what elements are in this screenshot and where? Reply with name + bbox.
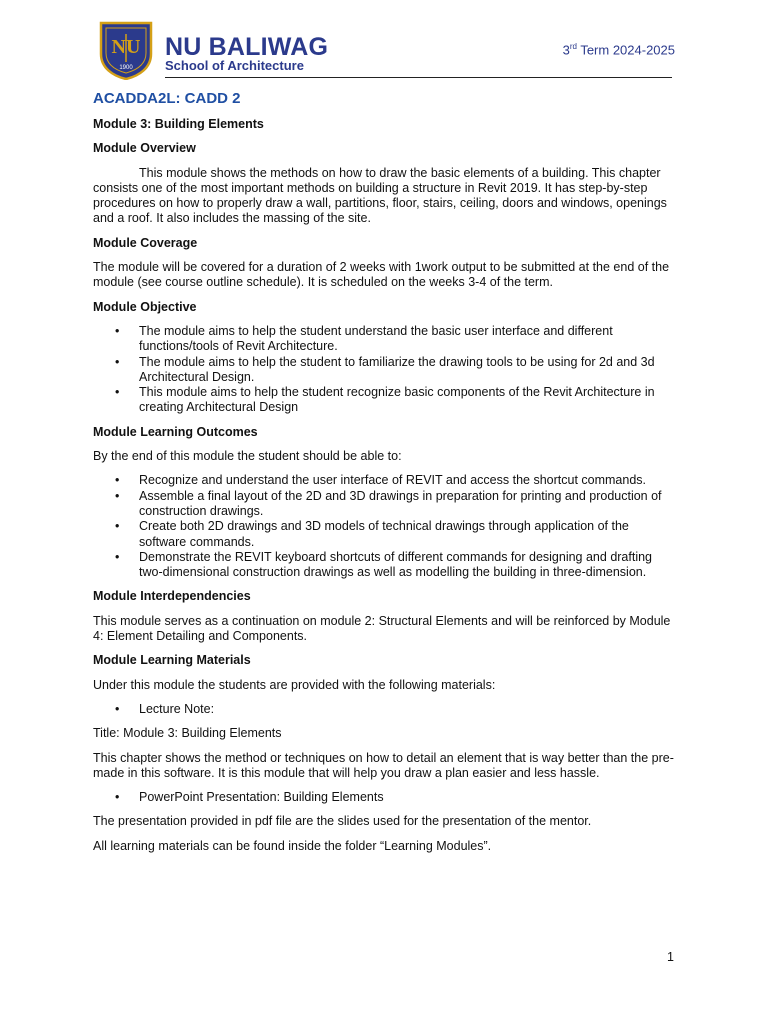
list-item bbox=[93, 324, 675, 355]
list-item-text: Create both 2D drawings and 3D models of technical drawings through application of the software commands. bbox=[139, 519, 629, 549]
logo-year: 1900 bbox=[119, 65, 133, 71]
coverage-heading: Module Coverage bbox=[93, 235, 198, 250]
lecture-title: Title: Module 3: Building Elements bbox=[93, 726, 282, 741]
interdependencies-text: This module serves as a continuation on module 2: Structural Elements and will be reinforced by Module 4: Element Detailing and Components. bbox=[93, 613, 671, 644]
bullet-icon: • bbox=[115, 488, 120, 503]
term-ordinal-suffix: rd bbox=[569, 42, 577, 51]
list-item bbox=[93, 790, 675, 805]
list-item bbox=[93, 355, 675, 386]
header-rule bbox=[165, 77, 672, 78]
overview-text: This module shows the methods on how to draw the basic elements of a building. This chapter consists one of the most important methods on building a structure in Revit 2019. It has step-by-step procedures on how to properly draw a wall, partitions, floor, stairs, ceiling, doors and windows, openings and a roof. It also includes the massing of the site. bbox=[93, 165, 667, 226]
outcomes-heading: Module Learning Outcomes bbox=[93, 424, 258, 439]
list-item bbox=[93, 519, 675, 550]
course-title: ACADDA2L: CADD 2 bbox=[93, 90, 241, 107]
list-item bbox=[93, 702, 675, 717]
list-item bbox=[93, 385, 675, 416]
list-item-text: PowerPoint Presentation: Building Elements bbox=[139, 790, 384, 805]
list-item-text: Assemble a final layout of the 2D and 3D drawings in preparation for printing and production of construction drawings. bbox=[139, 488, 662, 518]
bullet-icon: • bbox=[115, 323, 120, 338]
term-text: Term 2024-2025 bbox=[576, 42, 675, 58]
interdependencies-heading: Module Interdependencies bbox=[93, 589, 251, 604]
bullet-icon: • bbox=[115, 385, 120, 400]
materials-heading: Module Learning Materials bbox=[93, 653, 251, 668]
list-item-text: Lecture Note: bbox=[139, 701, 215, 716]
logo-letters: NU bbox=[111, 36, 141, 58]
bullet-icon: • bbox=[115, 519, 120, 534]
bullet-icon: • bbox=[115, 473, 120, 488]
coverage-text: The module will be covered for a duration of 2 weeks with 1work output to be submitted at the end of the module (see course outline schedule). It is scheduled on the weeks 3-4 of the term. bbox=[93, 260, 670, 290]
term-ordinal: 3 bbox=[562, 42, 570, 58]
materials-intro: Under this module the students are provided with the following materials: bbox=[93, 677, 496, 692]
school-name: School of Architecture bbox=[165, 58, 304, 73]
outcomes-list bbox=[93, 473, 675, 580]
bullet-icon: • bbox=[115, 790, 120, 805]
nu-baliwag-shield-logo bbox=[97, 20, 155, 80]
list-item-text: The module aims to help the student to familiarize the drawing tools to be using for 2d and 3d Architectural Design. bbox=[139, 354, 655, 384]
objective-heading: Module Objective bbox=[93, 299, 197, 314]
overview-heading: Module Overview bbox=[93, 141, 196, 156]
outcomes-intro: By the end of this module the student should be able to: bbox=[93, 449, 402, 464]
list-item-text: Demonstrate the REVIT keyboard shortcuts of different commands for designing and drafting two-dimensional construction drawings as well as modelling the building in three-dimension. bbox=[139, 549, 653, 580]
location-text: All learning materials can be found inside the folder “Learning Modules”. bbox=[93, 838, 492, 853]
presentation-text: The presentation provided in pdf file are the slides used for the presentation of the mentor. bbox=[93, 814, 592, 829]
bullet-icon: • bbox=[115, 549, 120, 564]
list-item bbox=[93, 473, 675, 488]
list-item-text: Recognize and understand the user interface of REVIT and access the shortcut commands. bbox=[139, 473, 646, 488]
brand-block bbox=[165, 33, 328, 61]
page-number: 1 bbox=[667, 950, 674, 964]
module-title: Module 3: Building Elements bbox=[93, 117, 264, 131]
chapter-text: This chapter shows the method or techniques on how to detail an element that is way better than the pre-made in this software. It is this module that will help you draw a plan easier and less hassle. bbox=[93, 750, 674, 780]
list-item bbox=[93, 489, 675, 520]
materials-list-2 bbox=[93, 790, 675, 805]
bullet-icon: • bbox=[115, 701, 120, 716]
objective-list bbox=[93, 324, 675, 416]
term-label bbox=[563, 42, 675, 57]
list-item-text: This module aims to help the student recognize basic components of the Revit Architecture in creating Architectural Design bbox=[139, 385, 655, 415]
list-item-text: The module aims to help the student understand the basic user interface and different functions/tools of Revit Architecture. bbox=[139, 323, 613, 354]
materials-list-1 bbox=[93, 702, 675, 717]
brand-name: NU BALIWAG bbox=[165, 33, 329, 61]
document-body bbox=[93, 90, 675, 863]
bullet-icon: • bbox=[115, 354, 120, 369]
list-item bbox=[93, 550, 675, 581]
